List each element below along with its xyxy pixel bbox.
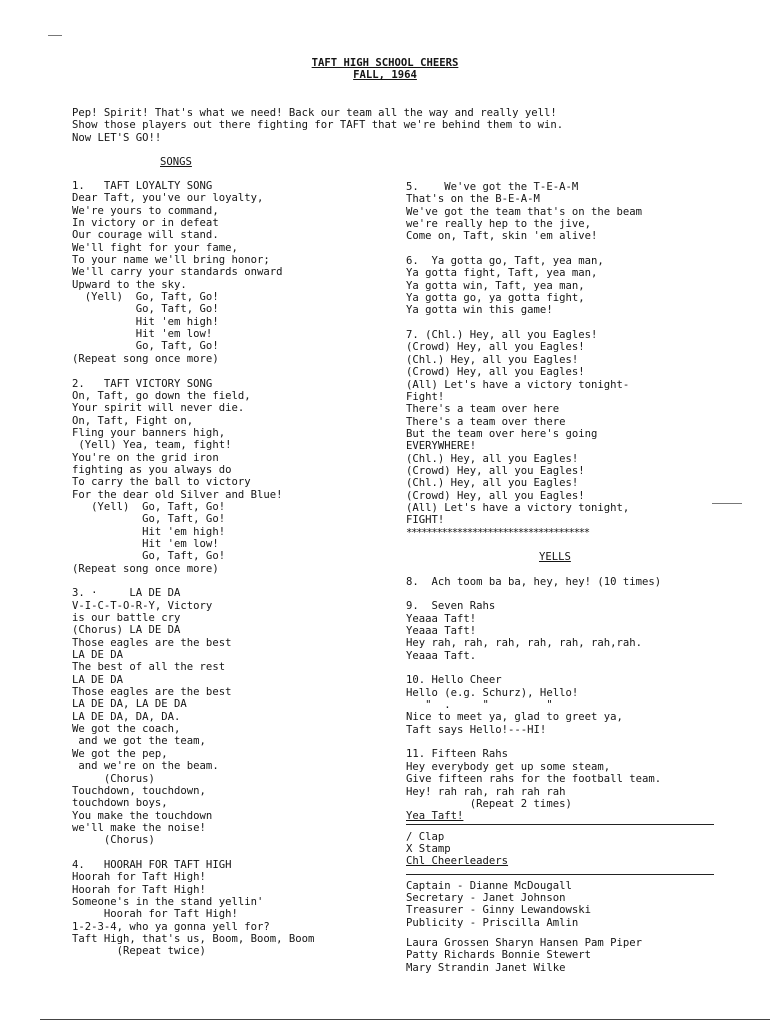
text-line: FIGHT! [406,514,445,527]
text-line: Someone's in the stand yellin' [72,895,264,908]
scan-mark-right [712,503,742,504]
text-line: fighting as you always do [72,463,232,476]
text-line: (Yell) Go, Taft, Go! [72,500,226,513]
text-line: On, Taft, Fight on, [72,414,194,427]
text-line: " . " " [406,699,553,712]
text-line: 8. Ach toom ba ba, hey, hey! (10 times) [406,575,662,588]
text-line: Dear Taft, you've our loyalty, [72,192,264,205]
text-line: LA DE DA [72,673,124,686]
legend-clap: / Clap [406,830,445,843]
text-line: 3. · LA DE DA [72,587,181,600]
text-line: Hit 'em low! [72,537,219,550]
songs-heading [160,156,192,168]
left-column [72,180,314,970]
text-line: Hello (e.g. Schurz), Hello! [406,686,579,699]
text-line: EVERYWHERE! [406,440,477,453]
intro-line: Show those players out there fighting for TAFT that we're behind them to win. [72,119,564,132]
text-line: In victory or in defeat [72,217,219,230]
text-line: Your spirit will never die. [72,402,245,415]
text-line: (Crowd) Hey, all you Eagles! [406,341,585,354]
scan-mark-top-left [48,35,62,36]
text-line: touchdown boys, [72,797,168,810]
text-line: (Chl.) Hey, all you Eagles! [406,452,579,465]
text-line: (Repeat song once more) [72,352,219,365]
rule-after-yea-taft [406,824,714,825]
cheerleaders-list [406,937,661,974]
text-line: There's a team over there [406,415,566,428]
text-line: We got the pep, [72,747,168,760]
yell-11 [406,748,661,822]
yell-8 [406,576,661,588]
text-line: Secretary - Janet Johnson [406,891,566,904]
text-line: V-I-C-T-O-R-Y, Victory [72,599,213,612]
text-line: (Yell) Go, Taft, Go! [72,291,219,304]
song-4 [72,859,314,958]
text-line: (Chorus) LA DE DA [72,624,181,637]
text-line: and we got the team, [72,735,206,748]
text-line: (Chorus) [72,772,155,785]
legend-stamp: X Stamp [406,842,451,855]
text-line: Hoorah for Taft High! [72,883,206,896]
text-line: (All) Let's have a victory tonight- [406,378,630,391]
text-line: 10. Hello Cheer [406,674,502,687]
text-line: We'll fight for your fame, [72,241,238,254]
text-line: To carry the ball to victory [72,476,251,489]
text-line: Treasurer - Ginny Lewandowski [406,904,591,917]
document-title [0,57,770,82]
text-line: 6. Ya gotta go, Taft, yea man, [406,255,604,268]
text-line: Ya gotta win, Taft, yea man, [406,279,585,292]
text-line: Go, Taft, Go! [72,340,219,353]
page-bottom-edge [40,1019,770,1020]
text-line: On, Taft, go down the field, [72,389,251,402]
song-2 [72,378,314,576]
text-line: Hey! rah rah, rah rah rah [406,785,566,798]
text-line: For the dear old Silver and Blue! [72,488,283,501]
text-line: 7. (Chl.) Hey, all you Eagles! [406,329,598,342]
text-line: Yeaaa Taft! [406,625,477,638]
text-line: Patty Richards Bonnie Stewert [406,949,591,962]
text-line: We'll carry your standards onward [72,266,283,279]
text-line: 1. TAFT LOYALTY SONG [72,180,213,192]
text-line: 5. We've got the T-E-A-M [406,181,579,193]
text-line: Nice to meet ya, glad to greet ya, [406,711,623,724]
text-line: Go, Taft, Go! [72,513,226,526]
text-line: We've got the team that's on the beam [406,205,642,218]
text-line: Ya gotta go, ya gotta fight, [406,292,585,305]
text-line: Yeaaa Taft. [406,649,477,662]
song-3 [72,587,314,846]
intro-line: Now LET'S GO!! [72,131,162,144]
text-line: Hey everybody get up some steam, [406,760,611,773]
text-line: Go, Taft, Go! [72,550,226,563]
text-line: Hit 'em high! [72,315,219,328]
right-column [406,181,661,974]
text-line: The best of all the rest [72,661,226,674]
text-line: (Repeat song once more) [72,562,219,575]
text-line: (Chl.) Hey, all you Eagles! [406,477,579,490]
text-line: 11. Fifteen Rahs [406,748,509,761]
text-line: Those eagles are the best [72,686,232,699]
text-line: You make the touchdown [72,809,213,822]
text-line: Fight! [406,390,445,403]
text-line: is our battle cry [72,612,181,625]
text-line: 4. HOORAH FOR TAFT HIGH [72,858,232,871]
yells-heading: YELLS [539,550,571,563]
text-line: and we're on the beam. [72,760,219,773]
text-line: (Chl.) Hey, all you Eagles! [406,353,579,366]
song-5 [406,181,661,243]
text-line: (Yell) Yea, team, fight! [72,439,232,452]
title-line-1: TAFT HIGH SCHOOL CHEERS [311,57,459,69]
text-line: Hit 'em high! [72,525,226,538]
text-line: Yea Taft! [406,810,464,823]
text-line: (Repeat twice) [72,945,206,958]
legend-cheerleaders: Chl Cheerleaders [406,855,509,868]
text-line: But the team over here's going [406,427,598,440]
song-7 [406,329,661,527]
text-line: 1-2-3-4, who ya gonna yell for? [72,920,270,933]
text-line: Mary Strandin Janet Wilke [406,961,566,974]
text-line: Come on, Taft, skin 'em alive! [406,230,598,243]
text-line: We're yours to command, [72,204,219,217]
text-line: That's on the B-E-A-M [406,193,540,206]
text-line: To your name we'll bring honor; [72,254,270,267]
text-line: 9. Seven Rahs [406,600,496,613]
text-line: We got the coach, [72,723,181,736]
yell-9 [406,600,661,662]
text-line: (Chorus) [72,834,155,847]
title-line-2: FALL, 1964 [353,69,417,82]
text-line: Publicity - Priscilla Amlin [406,916,579,929]
officers-list [406,880,661,929]
text-line: (Crowd) Hey, all you Eagles! [406,464,585,477]
songs-heading-text: SONGS [160,156,192,168]
text-line: Taft says Hello!---HI! [406,723,547,736]
text-line: we'll make the noise! [72,821,206,834]
text-line: we're really hep to the jive, [406,218,591,231]
text-line: (Repeat 2 times) [406,797,572,810]
text-line: Captain - Dianne McDougall [406,879,572,892]
text-line: Ya gotta fight, Taft, yea man, [406,267,598,280]
yell-10 [406,674,661,736]
text-line: Give fifteen rahs for the football team. [406,773,662,786]
text-line: Our courage will stand. [72,229,219,242]
text-line: Hey rah, rah, rah, rah, rah, rah,rah. [406,637,642,650]
text-line: 2. TAFT VICTORY SONG [72,377,213,390]
text-line: Fling your banners high, [72,426,226,439]
intro-paragraph [72,107,563,144]
text-line: Hit 'em low! [72,328,213,341]
text-line: Those eagles are the best [72,636,232,649]
text-line: You're on the grid iron [72,451,219,464]
text-line: (Crowd) Hey, all you Eagles! [406,489,585,502]
rule-after-legend [406,874,714,875]
text-line: Yeaaa Taft! [406,612,477,625]
song-6 [406,255,661,317]
text-line: There's a team over here [406,403,560,416]
text-line: Hoorah for Taft High! [72,871,206,884]
text-line: Touchdown, touchdown, [72,784,206,797]
text-line: Ya gotta win this game! [406,304,553,317]
star-divider: ************************************ [406,526,589,539]
text-line: Hoorah for Taft High! [72,908,238,921]
text-line: LA DE DA, LA DE DA [72,698,187,711]
text-line: Taft High, that's us, Boom, Boom, Boom [72,932,315,945]
text-line: (All) Let's have a victory tonight, [406,501,630,514]
text-line: Laura Grossen Sharyn Hansen Pam Piper [406,936,642,949]
song-1 [72,180,314,365]
intro-line: Pep! Spirit! That's what we need! Back our team all the way and really yell! [72,107,557,119]
text-line: LA DE DA [72,649,124,662]
text-line: (Crowd) Hey, all you Eagles! [406,366,585,379]
text-line: LA DE DA, DA, DA. [72,710,181,723]
text-line: Upward to the sky. [72,278,187,291]
text-line: Go, Taft, Go! [72,303,219,316]
